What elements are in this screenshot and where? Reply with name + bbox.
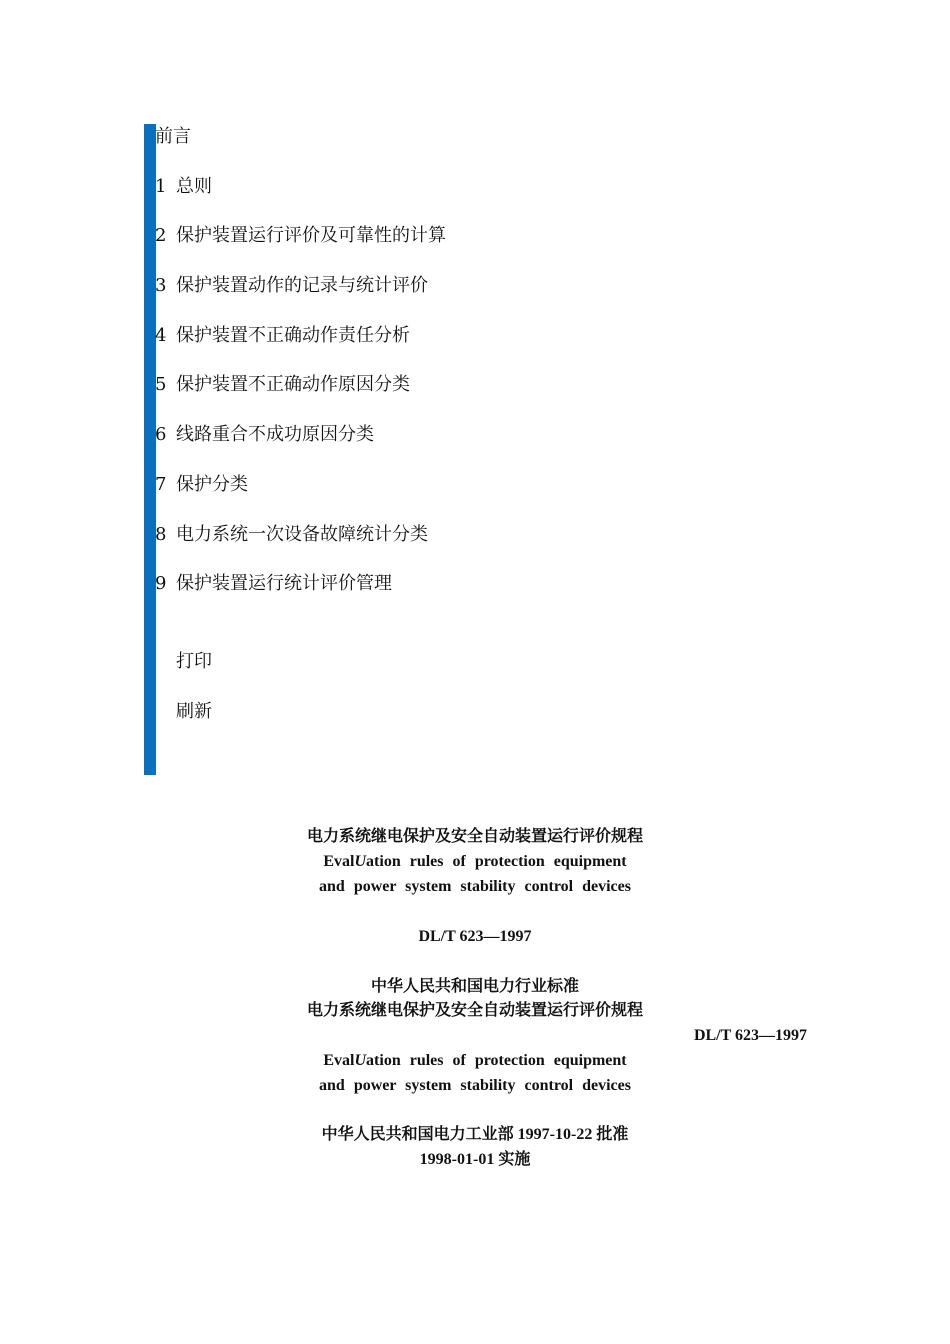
toc-item-label: 保护装置运行评价及可靠性的计算 <box>176 225 446 246</box>
toc-item-5[interactable] <box>155 372 410 398</box>
title-en-suffix: ation rules of protection equipment <box>366 1052 627 1069</box>
toc-accent-bar <box>144 124 156 775</box>
toc-item-label: 电力系统一次设备故障统计分类 <box>176 524 428 545</box>
toc-item-number: 9 <box>155 573 167 594</box>
refresh-link[interactable]: 刷新 <box>176 701 212 722</box>
document-title-en-repeat-line1 <box>0 1049 950 1073</box>
document-code-right: DL/T 623—1997 <box>693 1027 807 1044</box>
toc-item-number: 4 <box>155 325 167 346</box>
toc-item-3[interactable] <box>155 273 428 299</box>
standard-type: 中华人民共和国电力行业标准 <box>370 978 579 995</box>
table-of-contents <box>144 124 664 775</box>
toc-item-number: 2 <box>155 225 167 246</box>
toc-item-1[interactable] <box>155 174 212 200</box>
toc-item-label: 前言 <box>155 126 191 147</box>
approval-line: 中华人民共和国电力工业部 1997-10-22 批准 <box>321 1126 629 1143</box>
toc-item-label: 保护装置不正确动作原因分类 <box>176 374 410 395</box>
toc-item-4[interactable] <box>155 323 410 349</box>
toc-item-2[interactable] <box>155 223 446 249</box>
toc-item-label: 保护装置不正确动作责任分析 <box>176 325 410 346</box>
document-code: DL/T 623—1997 <box>418 928 532 945</box>
toc-item-number: 8 <box>155 524 167 545</box>
toc-item-label: 线路重合不成功原因分类 <box>176 424 374 445</box>
implementation-line: 1998-01-01 实施 <box>419 1151 531 1168</box>
document-title-cn: 电力系统继电保护及安全自动装置运行评价规程 <box>306 828 643 845</box>
toc-item-label: 保护分类 <box>176 474 248 495</box>
toc-item-8[interactable] <box>155 522 428 548</box>
document-title-en-line2: and power system stability control devices <box>319 878 631 895</box>
print-link[interactable]: 打印 <box>176 651 212 672</box>
toc-item-label: 保护装置动作的记录与统计评价 <box>176 275 428 296</box>
toc-item-number: 6 <box>155 424 167 445</box>
title-en-prefix: Eval <box>323 1052 355 1069</box>
toc-item-number: 1 <box>155 176 167 197</box>
toc-item-preface[interactable] <box>155 124 191 150</box>
document-title-cn-repeat: 电力系统继电保护及安全自动装置运行评价规程 <box>306 1002 643 1019</box>
toc-item-9[interactable] <box>155 571 392 597</box>
document-title-en-repeat-line2: and power system stability control devices <box>319 1077 631 1094</box>
toc-item-label: 保护装置运行统计评价管理 <box>176 573 392 594</box>
toc-item-7[interactable] <box>155 472 248 498</box>
title-en-prefix: Eval <box>323 853 355 870</box>
toc-item-number: 3 <box>155 275 167 296</box>
title-en-italic: U <box>354 1052 367 1069</box>
document-title-en-line1 <box>0 850 950 874</box>
toc-item-number: 7 <box>155 474 167 495</box>
toc-item-label: 总则 <box>176 176 212 197</box>
toc-item-6[interactable] <box>155 422 374 448</box>
title-en-suffix: ation rules of protection equipment <box>366 853 627 870</box>
title-en-italic: U <box>354 853 367 870</box>
toc-item-number: 5 <box>155 374 167 395</box>
